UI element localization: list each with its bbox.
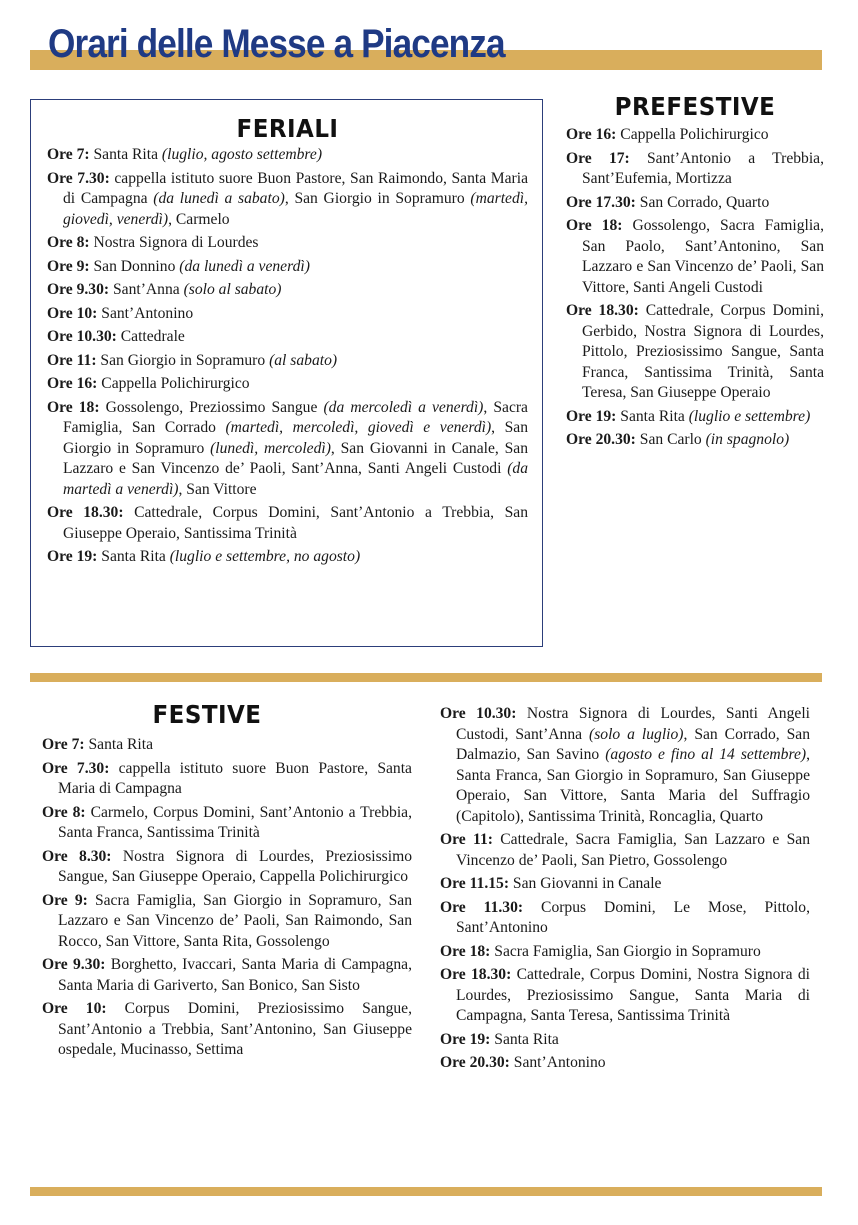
church-list: Nostra Signora di Lourdes, Santi Angeli Custodi, Sant’Anna (solo a luglio), San Corrado, San Dalmazio, San Savino (agosto e fino al 14 settembre), Santa Franca, San Giorgio in Sopramuro, San Giuseppe Operaio, San Vittore, Santa Maria del Suffragio (Capitolo), Santissima Trinità, Roncaglia, Quarto: [456, 705, 810, 825]
schedule-entry: [440, 704, 810, 827]
schedule-entry: [566, 301, 824, 404]
schedule-entry: [47, 233, 528, 254]
prefestive-heading: PREFESTIVE: [614, 92, 776, 121]
schedule-note: (solo al sabato): [183, 281, 282, 298]
schedule-entry: [42, 735, 412, 756]
church-list: Cappella Polichirurgico: [97, 375, 250, 392]
church-list: Sant’Antonino: [509, 1054, 606, 1071]
mass-time: Ore 18.30:: [440, 966, 512, 983]
church-list: San Giovanni in Canale: [509, 875, 662, 892]
schedule-note: (in spagnolo): [705, 431, 790, 448]
feriali-section: [30, 99, 543, 647]
schedule-entry: [47, 351, 528, 372]
schedule-entry: [47, 145, 528, 166]
schedule-entry: [440, 898, 810, 939]
church-list: Santa Rita: [490, 1030, 559, 1048]
schedule-note: (luglio, agosto settembre): [161, 146, 323, 163]
schedule-entry: [440, 830, 810, 871]
schedule-entry: [47, 327, 528, 348]
schedule-entry: [440, 1053, 810, 1074]
church-list: Santa Rita: [89, 146, 162, 163]
mass-time: Ore 9.30:: [42, 956, 106, 973]
mass-time: Ore 11.15:: [440, 875, 510, 892]
mass-time: Ore 11:: [47, 351, 97, 369]
schedule-entry: [440, 965, 810, 1027]
schedule-entry: [47, 280, 528, 301]
mass-time: Ore 9.30:: [47, 281, 110, 298]
schedule-entry: [42, 803, 412, 844]
mass-time: Ore 7:: [42, 736, 85, 753]
mass-time: Ore 10:: [42, 1000, 107, 1017]
schedule-entry: [47, 547, 528, 568]
mass-time: Ore 16:: [566, 126, 617, 143]
mass-time: Ore 18.30:: [47, 504, 124, 521]
mass-time: Ore 7.30:: [42, 759, 110, 777]
church-list: San Carlo: [635, 431, 706, 448]
church-list: Cattedrale: [116, 328, 185, 345]
schedule-entry: [42, 847, 412, 888]
church-list: Corpus Domini, Preziosissimo Sangue, Sant’Antonio a Trebbia, Sant’Antonino, San Giuseppe ospedale, Mucinasso, Settima: [58, 1000, 412, 1058]
schedule-entry: [42, 891, 412, 953]
mass-time: Ore 10.30:: [47, 328, 117, 345]
schedule-entry: [47, 374, 528, 395]
mass-time: Ore 9:: [42, 891, 88, 909]
schedule-entry: [42, 999, 412, 1061]
mass-time: Ore 20.30:: [440, 1054, 510, 1071]
schedule-entry: [42, 759, 412, 800]
church-list: cappella istituto suore Buon Pastore, San Raimondo, Santa Maria di Campagna (da lunedì a sabato), San Giorgio in Sopramuro (martedì, giovedì, venerdì), Carmelo: [63, 169, 528, 228]
mass-time: Ore 11.30:: [440, 898, 524, 916]
church-list: Santa Rita: [84, 736, 154, 753]
schedule-entry: [566, 216, 824, 298]
church-list: San Donnino: [89, 257, 180, 275]
schedule-note: (al sabato): [269, 351, 338, 369]
festive-section-left: [42, 700, 412, 1064]
church-list: Sant’Anna: [109, 281, 184, 298]
mass-time: Ore 8.30:: [42, 847, 112, 865]
schedule-entry: [440, 942, 810, 963]
church-list: Cattedrale, Corpus Domini, Nostra Signora di Lourdes, Preziosissimo Sangue, Santa Maria di Campagna, Santa Teresa, Santissima Trinità: [456, 966, 810, 1024]
mass-time: Ore 11:: [440, 831, 493, 848]
festive-section-right: [440, 704, 810, 1077]
schedule-entry: [47, 304, 528, 325]
mass-time: Ore 10:: [47, 304, 98, 322]
mass-time: Ore 8:: [47, 234, 90, 251]
church-list: San Giorgio in Sopramuro: [96, 351, 270, 369]
church-list: San Corrado, Quarto: [635, 193, 770, 211]
page-title: Orari delle Messe a Piacenza: [48, 22, 505, 66]
schedule-entry: [566, 407, 824, 428]
mass-time: Ore 18:: [47, 398, 100, 416]
church-list: Cattedrale, Sacra Famiglia, San Lazzaro e San Vincenzo de’ Paoli, San Pietro, Gossolengo: [456, 831, 810, 869]
mass-time: Ore 8:: [42, 803, 86, 821]
schedule-note: (da lunedì a venerdì): [179, 257, 310, 275]
mass-time: Ore 7.30:: [47, 169, 110, 187]
church-list: Sant’Antonino: [97, 304, 194, 322]
schedule-note: (luglio e settembre, no agosto): [169, 548, 361, 565]
feriali-heading: FERIALI: [236, 114, 339, 143]
church-list: Gossolengo, Sacra Famiglia, San Paolo, Sant’Antonino, San Lazzaro e San Vincenzo de’ Paoli, San Vittore, Santi Angeli Custodi: [582, 217, 824, 296]
church-list: Cattedrale, Corpus Domini, Gerbido, Nostra Signora di Lourdes, Pittolo, Preziosissimo Sangue, Santa Franca, Santissima Trinità, Santa Teresa, San Giuseppe Operaio: [582, 302, 824, 401]
schedule-entry: [47, 257, 528, 278]
mass-time: Ore 17.30:: [566, 193, 636, 211]
mass-time: Ore 16:: [47, 375, 98, 392]
church-list: Sant’Antonio a Trebbia, Sant’Eufemia, Mortizza: [582, 149, 824, 187]
schedule-entry: [47, 398, 528, 501]
mass-time: Ore 18:: [566, 217, 623, 234]
mass-time: Ore 7:: [47, 146, 90, 163]
feriali-list: [47, 145, 528, 568]
schedule-entry: [42, 955, 412, 996]
festive-list-left: [42, 735, 412, 1061]
mass-time: Ore 19:: [440, 1030, 491, 1048]
schedule-entry: [47, 503, 528, 544]
church-list: Santa Rita: [97, 548, 170, 565]
church-list: Santa Rita: [616, 407, 689, 425]
church-list: Carmelo, Corpus Domini, Sant’Antonio a Trebbia, Santa Franca, Santissima Trinità: [58, 803, 412, 841]
festive-heading: FESTIVE: [152, 700, 262, 729]
schedule-entry: [566, 193, 824, 214]
schedule-entry: [440, 1030, 810, 1051]
mass-time: Ore 10.30:: [440, 705, 517, 722]
prefestive-section: [566, 92, 824, 454]
church-list: Cattedrale, Corpus Domini, Sant’Antonio a Trebbia, San Giuseppe Operaio, Santissima Trinità: [63, 504, 528, 542]
schedule-entry: [566, 149, 824, 190]
festive-list-right: [440, 704, 810, 1074]
church-list: Nostra Signora di Lourdes: [89, 234, 259, 251]
schedule-entry: [566, 125, 824, 146]
schedule-entry: [47, 169, 528, 231]
mass-time: Ore 18.30:: [566, 302, 639, 319]
schedule-entry: [440, 874, 810, 895]
mass-time: Ore 18:: [440, 942, 491, 960]
church-list: Sacra Famiglia, San Giorgio in Sopramuro, San Lazzaro e San Vincenzo de’ Paoli, San Raimondo, San Rocco, San Vittore, Santa Rita, Gossolengo: [58, 891, 412, 950]
church-list: cappella istituto suore Buon Pastore, Santa Maria di Campagna: [58, 759, 412, 797]
schedule-entry: [566, 430, 824, 451]
schedule-note: (luglio e settembre): [688, 407, 811, 425]
church-list: Gossolengo, Preziossimo Sangue (da mercoledì a venerdì), Sacra Famiglia, San Corrado (martedì, mercoledì, giovedì e venerdì), San Giorgio in Sopramuro (lunedì, mercoledì), San Giovanni in Canale, San Lazzaro e San Vincenzo de’ Paoli, Sant’Anna, Santi Angeli Custodi (da martedì a venerdì), San Vittore: [63, 398, 528, 498]
church-list: Cappella Polichirurgico: [616, 126, 769, 143]
section-divider-bar: [30, 673, 822, 682]
mass-time: Ore 9:: [47, 257, 90, 275]
church-list: Sacra Famiglia, San Giorgio in Sopramuro: [490, 942, 761, 960]
church-list: Nostra Signora di Lourdes, Preziosissimo Sangue, San Giuseppe Operaio, Cappella Polichirurgico: [58, 847, 412, 885]
prefestive-list: [566, 125, 824, 451]
mass-time: Ore 17:: [566, 149, 630, 167]
mass-time: Ore 19:: [566, 407, 617, 425]
church-list: Borghetto, Ivaccari, Santa Maria di Campagna, Santa Maria di Gariverto, San Bonico, San Sisto: [58, 956, 412, 994]
mass-time: Ore 20.30:: [566, 431, 636, 448]
church-list: Corpus Domini, Le Mose, Pittolo, Sant’Antonino: [456, 898, 810, 936]
mass-time: Ore 19:: [47, 548, 98, 565]
bottom-bar: [30, 1187, 822, 1196]
